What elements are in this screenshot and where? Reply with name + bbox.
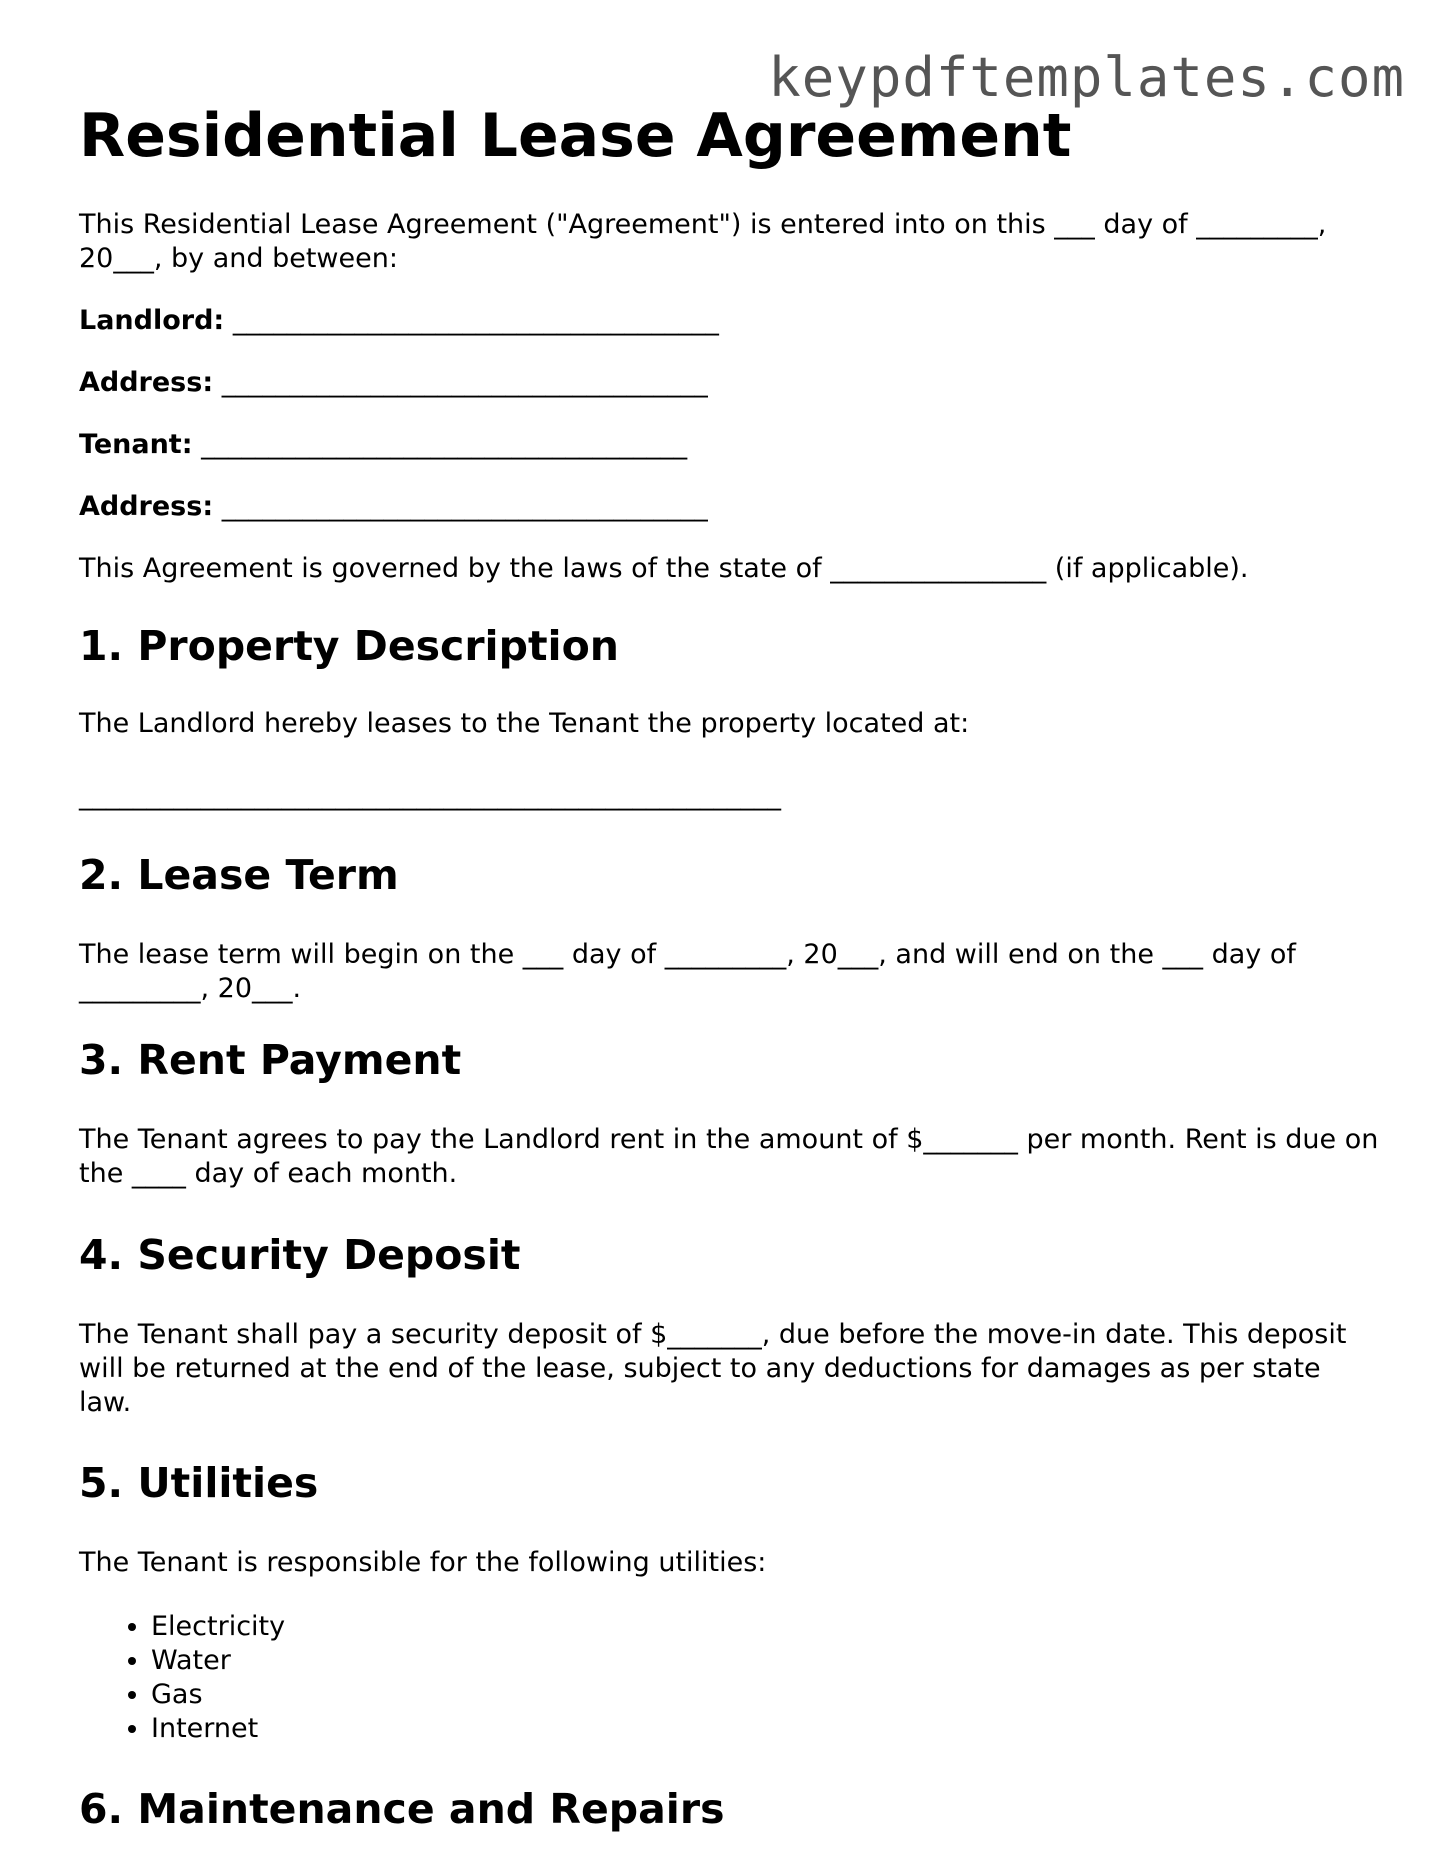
- tenant-address-blank[interactable]: ____________________________________: [221, 491, 708, 522]
- utilities-paragraph: The Tenant is responsible for the following utilities:: [79, 1547, 767, 1578]
- intro-paragraph: This Residential Lease Agreement ("Agreement") is entered into on this ___ day of _________, 20___, by and between:: [79, 209, 1327, 274]
- section-heading-rent: 3. Rent Payment: [79, 1036, 462, 1084]
- watermark: keypdftemplates.com: [768, 46, 1405, 109]
- list-item: • Gas: [151, 1678, 1379, 1712]
- document-title: Residential Lease Agreement: [79, 101, 1072, 171]
- landlord-address-field: [79, 366, 1379, 400]
- document-page: [79, 100, 1379, 1834]
- section-heading-property: 1. Property Description: [79, 622, 619, 670]
- list-item: • Electricity: [151, 1610, 1379, 1644]
- tenant-field: [79, 428, 1379, 462]
- rent-paragraph: The Tenant agrees to pay the Landlord rent in the amount of $_______ per month. Rent is due on the ____ day of each month.: [79, 1124, 1379, 1189]
- tenant-address-field: [79, 490, 1379, 524]
- landlord-field: [79, 304, 1379, 338]
- section-heading-utilities: 5. Utilities: [79, 1459, 319, 1507]
- tenant-blank[interactable]: ____________________________________: [201, 429, 688, 460]
- property-address-blank[interactable]: ____________________________________________________: [79, 780, 781, 811]
- tenant-address-label: Address:: [79, 491, 214, 522]
- landlord-blank[interactable]: ____________________________________: [232, 305, 719, 336]
- landlord-label: Landlord:: [79, 305, 225, 336]
- deposit-paragraph: The Tenant shall pay a security deposit of $_______, due before the move-in date. This deposit will be returned at the end of the lease, subject to any deductions for damages as per state law.: [79, 1319, 1347, 1418]
- utilities-list: [79, 1610, 1379, 1746]
- landlord-address-blank[interactable]: ____________________________________: [221, 367, 708, 398]
- list-item: • Water: [151, 1644, 1379, 1678]
- list-item: • Internet: [151, 1712, 1379, 1746]
- property-paragraph: The Landlord hereby leases to the Tenant the property located at:: [79, 708, 970, 739]
- section-heading-deposit: 4. Security Deposit: [79, 1231, 521, 1279]
- lease-term-paragraph: The lease term will begin on the ___ day of _________, 20___, and will end on the ___ day of _________, 20___.: [79, 939, 1296, 1004]
- landlord-address-label: Address:: [79, 367, 214, 398]
- governing-law-paragraph: This Agreement is governed by the laws of the state of ________________ (if applicable).: [79, 553, 1249, 584]
- section-heading-lease-term: 2. Lease Term: [79, 851, 399, 899]
- tenant-label: Tenant:: [79, 429, 193, 460]
- section-heading-maintenance: 6. Maintenance and Repairs: [79, 1785, 725, 1833]
